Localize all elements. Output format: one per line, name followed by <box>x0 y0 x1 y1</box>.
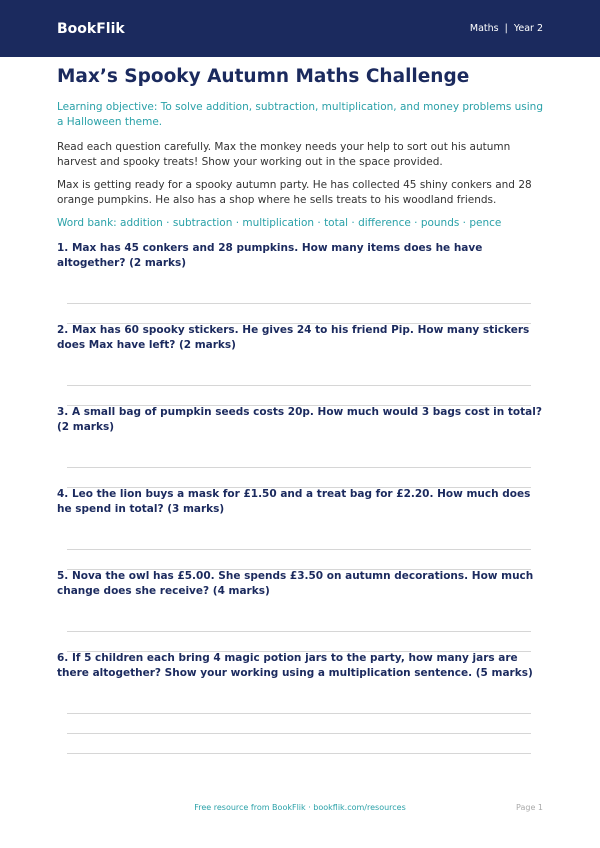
subject-label: Maths <box>469 23 499 34</box>
intro-paragraph: Read each question carefully. Max the monkey needs your help to sort out his autumn harvest and spooky treats! Show your working out in the space provided. <box>57 141 511 168</box>
answer-line[interactable] <box>67 549 531 550</box>
question-5: 5. Nova the owl has £5.00. She spends £3.50 on autumn decorations. How much change does she receive? (4 marks) <box>57 570 534 597</box>
question-2: 2. Max has 60 spooky stickers. He gives 24 to his friend Pip. How many stickers does Max have left? (2 marks) <box>57 324 530 351</box>
footer-link[interactable]: Free resource from BookFlik · bookflik.com/resources <box>194 803 406 812</box>
answer-line[interactable] <box>67 753 531 754</box>
page-title: Max’s Spooky Autumn Maths Challenge <box>57 66 470 87</box>
year-label: Year 2 <box>513 23 543 34</box>
answer-line[interactable] <box>67 733 531 734</box>
intro-section <box>57 66 543 231</box>
question-3: 3. A small bag of pumpkin seeds costs 20p. How much would 3 bags cost in total? (2 marks) <box>57 406 542 433</box>
learning-objective: Learning objective: To solve addition, subtraction, multiplication, and money problems using a Halloween theme. <box>57 101 544 128</box>
answer-line[interactable] <box>67 303 531 304</box>
answer-line[interactable] <box>67 385 531 386</box>
page-number: Page 1 <box>516 803 543 812</box>
word-bank: Word bank: addition · subtraction · multiplication · total · difference · pounds · pence <box>57 217 502 229</box>
header-meta <box>470 23 543 34</box>
story-paragraph: Max is getting ready for a spooky autumn party. He has collected 45 shiny conkers and 28 orange pumpkins. He also has a shop where he sells treats to his woodland friends. <box>57 179 532 206</box>
answer-line[interactable] <box>67 631 531 632</box>
question-4: 4. Leo the lion buys a mask for £1.50 and a treat bag for £2.20. How much does he spend in total? (3 marks) <box>57 488 531 515</box>
answer-line[interactable] <box>67 713 531 714</box>
question-1: 1. Max has 45 conkers and 28 pumpkins. How many items does he have altogether? (2 marks) <box>57 242 483 269</box>
answer-line[interactable] <box>67 467 531 468</box>
header-bar <box>0 0 600 57</box>
meta-separator: | <box>504 23 508 34</box>
brand-logo[interactable]: BookFlik <box>57 20 125 37</box>
question-6: 6. If 5 children each bring 4 magic potion jars to the party, how many jars are there altogether? Show your working using a multiplication sentence. (5 marks) <box>57 652 533 679</box>
